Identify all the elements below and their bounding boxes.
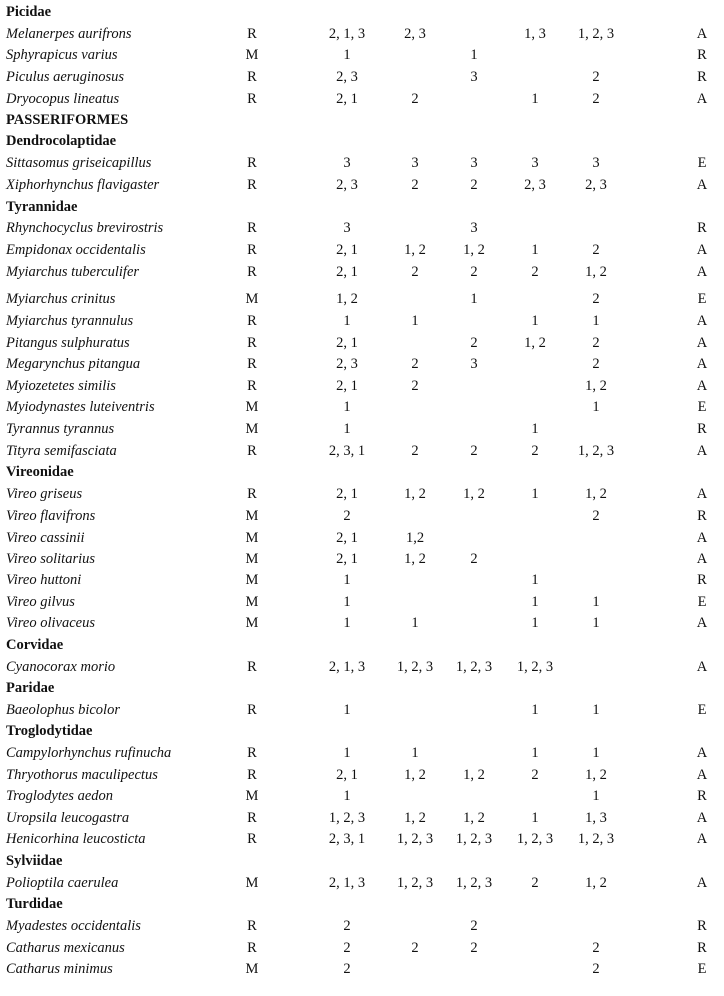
table-row	[0, 354, 724, 375]
status-cell: R	[247, 177, 257, 193]
col-4-cell: 1	[531, 486, 539, 502]
col-1-cell: 2, 3	[336, 177, 358, 193]
col-3-cell: 1, 2, 3	[455, 831, 493, 847]
family-heading-row	[0, 2, 724, 23]
table-row	[0, 959, 724, 980]
table-row	[0, 333, 724, 354]
species-name: Troglodytes aedon	[6, 788, 114, 804]
status-cell: R	[247, 918, 257, 934]
species-name: Vireo griseus	[6, 486, 83, 502]
abundance-cell: A	[696, 875, 708, 891]
family-name: PASSERIFORMES	[6, 112, 129, 128]
family-name: Troglodytidae	[6, 723, 93, 739]
abundance-cell: A	[696, 551, 708, 567]
col-5-cell: 1	[592, 594, 600, 610]
col-1-cell: 3	[343, 220, 351, 236]
status-cell: M	[245, 572, 259, 588]
status-cell: M	[245, 615, 259, 631]
col-4-cell: 1	[531, 594, 539, 610]
abundance-cell: R	[697, 220, 707, 236]
col-4-cell: 1	[531, 313, 539, 329]
col-1-cell: 2, 1	[336, 378, 358, 394]
col-5-cell: 2	[592, 508, 600, 524]
col-2-cell: 1, 2, 3	[396, 659, 434, 675]
status-cell: R	[247, 810, 257, 826]
table-row	[0, 289, 724, 310]
abundance-cell: E	[697, 702, 707, 718]
col-1-cell: 1	[343, 745, 351, 761]
col-5-cell: 2, 3	[585, 177, 607, 193]
col-1-cell: 1	[343, 399, 351, 415]
status-cell: R	[247, 659, 257, 675]
status-cell: M	[245, 594, 259, 610]
table-row	[0, 786, 724, 807]
family-name: Vireonidae	[6, 464, 74, 480]
abundance-cell: A	[696, 313, 708, 329]
col-3-cell: 1, 2	[463, 767, 485, 783]
species-name: Xiphorhynchus flavigaster	[6, 177, 160, 193]
species-name: Megarynchus pitangua	[6, 356, 141, 372]
col-4-cell: 2	[531, 767, 539, 783]
species-name: Pitangus sulphuratus	[6, 335, 130, 351]
col-3-cell: 2	[470, 177, 478, 193]
col-2-cell: 1, 2, 3	[396, 831, 434, 847]
col-5-cell: 1, 2, 3	[577, 26, 615, 42]
col-1-cell: 2, 1	[336, 91, 358, 107]
col-4-cell: 2, 3	[524, 177, 546, 193]
status-cell: R	[247, 767, 257, 783]
abundance-cell: E	[697, 291, 707, 307]
col-5-cell: 1, 2, 3	[577, 831, 615, 847]
table-row	[0, 765, 724, 786]
col-2-cell: 1	[411, 313, 419, 329]
col-3-cell: 2	[470, 335, 478, 351]
abundance-cell: E	[697, 155, 707, 171]
family-heading-row	[0, 635, 724, 656]
abundance-cell: A	[696, 264, 708, 280]
species-name: Myiarchus tuberculifer	[6, 264, 140, 280]
col-3-cell: 3	[470, 155, 478, 171]
col-1-cell: 2	[343, 508, 351, 524]
col-1-cell: 2	[343, 940, 351, 956]
status-cell: R	[247, 356, 257, 372]
species-name: Myiarchus tyrannulus	[6, 313, 134, 329]
col-4-cell: 1, 2, 3	[516, 831, 554, 847]
species-name: Myadestes occidentalis	[6, 918, 141, 934]
species-name: Sphyrapicus varius	[6, 47, 118, 63]
col-5-cell: 1, 2	[585, 767, 607, 783]
col-4-cell: 3	[531, 155, 539, 171]
col-5-cell: 1, 2	[585, 486, 607, 502]
col-2-cell: 1, 2	[404, 242, 426, 258]
species-name: Rhynchocyclus brevirostris	[6, 220, 164, 236]
species-name: Myiozetetes similis	[6, 378, 116, 394]
table-row	[0, 570, 724, 591]
abundance-cell: A	[696, 378, 708, 394]
family-heading-row	[0, 721, 724, 742]
species-name: Catharus minimus	[6, 961, 113, 977]
table-row	[0, 67, 724, 88]
col-5-cell: 1	[592, 745, 600, 761]
status-cell: R	[247, 91, 257, 107]
family-heading-row	[0, 197, 724, 218]
table-row	[0, 89, 724, 110]
col-5-cell: 1, 3	[585, 810, 607, 826]
col-1-cell: 1	[343, 47, 351, 63]
col-2-cell: 2	[411, 264, 419, 280]
col-2-cell: 2	[411, 378, 419, 394]
species-name: Campylorhynchus rufinucha	[6, 745, 172, 761]
status-cell: R	[247, 378, 257, 394]
abundance-cell: R	[697, 918, 707, 934]
col-4-cell: 1	[531, 745, 539, 761]
family-heading-row	[0, 894, 724, 915]
table-row	[0, 829, 724, 850]
family-heading-row	[0, 851, 724, 872]
table-row	[0, 24, 724, 45]
col-4-cell: 1, 2	[524, 335, 546, 351]
status-cell: R	[247, 940, 257, 956]
col-1-cell: 1	[343, 615, 351, 631]
table-row	[0, 528, 724, 549]
col-5-cell: 1, 2, 3	[577, 443, 615, 459]
col-1-cell: 1	[343, 572, 351, 588]
status-cell: R	[247, 313, 257, 329]
col-1-cell: 2, 1, 3	[328, 26, 366, 42]
abundance-cell: A	[696, 615, 708, 631]
col-2-cell: 2	[411, 91, 419, 107]
species-name: Vireo flavifrons	[6, 508, 96, 524]
abundance-cell: R	[697, 69, 707, 85]
col-5-cell: 1	[592, 615, 600, 631]
col-1-cell: 2, 1, 3	[328, 875, 366, 891]
col-1-cell: 1	[343, 788, 351, 804]
col-2-cell: 1,2	[405, 530, 425, 546]
family-name: Tyrannidae	[6, 199, 78, 215]
col-5-cell: 1, 2	[585, 264, 607, 280]
table-row	[0, 45, 724, 66]
col-2-cell: 1, 2	[404, 767, 426, 783]
col-3-cell: 1, 2	[463, 810, 485, 826]
col-5-cell: 2	[592, 91, 600, 107]
table-row	[0, 700, 724, 721]
table-row	[0, 592, 724, 613]
species-name: Sittasomus griseicapillus	[6, 155, 152, 171]
col-1-cell: 2, 1	[336, 551, 358, 567]
col-2-cell: 1	[411, 745, 419, 761]
species-name: Uropsila leucogastra	[6, 810, 130, 826]
status-cell: R	[247, 831, 257, 847]
abundance-cell: A	[696, 356, 708, 372]
abundance-cell: A	[696, 831, 708, 847]
col-2-cell: 3	[411, 155, 419, 171]
col-4-cell: 1	[531, 91, 539, 107]
col-4-cell: 1	[531, 615, 539, 631]
family-heading-row	[0, 462, 724, 483]
status-cell: R	[247, 745, 257, 761]
status-cell: M	[245, 875, 259, 891]
col-3-cell: 2	[470, 551, 478, 567]
species-name: Myiodynastes luteiventris	[6, 399, 155, 415]
col-1-cell: 2	[343, 961, 351, 977]
species-name: Baeolophus bicolor	[6, 702, 120, 718]
col-5-cell: 2	[592, 940, 600, 956]
col-2-cell: 1	[411, 615, 419, 631]
abundance-cell: R	[697, 508, 707, 524]
col-4-cell: 1	[531, 421, 539, 437]
family-heading-row	[0, 110, 724, 131]
col-3-cell: 1	[470, 291, 478, 307]
col-3-cell: 1, 2, 3	[455, 659, 493, 675]
col-4-cell: 1	[531, 242, 539, 258]
col-4-cell: 2	[531, 875, 539, 891]
family-heading-row	[0, 678, 724, 699]
status-cell: M	[245, 421, 259, 437]
abundance-cell: A	[696, 486, 708, 502]
col-5-cell: 1	[592, 788, 600, 804]
col-4-cell: 2	[531, 264, 539, 280]
abundance-cell: A	[696, 810, 708, 826]
abundance-cell: E	[697, 399, 707, 415]
col-1-cell: 1	[343, 702, 351, 718]
species-name: Vireo solitarius	[6, 551, 96, 567]
col-4-cell: 1	[531, 572, 539, 588]
col-5-cell: 1	[592, 313, 600, 329]
col-1-cell: 2, 1	[336, 486, 358, 502]
col-1-cell: 2, 3	[336, 69, 358, 85]
status-cell: M	[245, 508, 259, 524]
col-1-cell: 2	[343, 918, 351, 934]
table-row	[0, 376, 724, 397]
table-row	[0, 240, 724, 261]
status-cell: R	[247, 242, 257, 258]
status-cell: M	[245, 961, 259, 977]
family-name: Paridae	[6, 680, 55, 696]
col-1-cell: 1, 2, 3	[328, 810, 366, 826]
col-3-cell: 1, 2, 3	[455, 875, 493, 891]
table-row	[0, 218, 724, 239]
status-cell: M	[245, 291, 259, 307]
col-4-cell: 1	[531, 702, 539, 718]
col-1-cell: 1	[343, 594, 351, 610]
status-cell: R	[247, 264, 257, 280]
table-row	[0, 938, 724, 959]
family-name: Dendrocolaptidae	[6, 133, 117, 149]
status-cell: M	[245, 530, 259, 546]
table-row	[0, 419, 724, 440]
abundance-cell: A	[696, 91, 708, 107]
species-name: Tityra semifasciata	[6, 443, 117, 459]
col-1-cell: 2, 1	[336, 530, 358, 546]
abundance-cell: R	[697, 421, 707, 437]
status-cell: R	[247, 220, 257, 236]
col-5-cell: 1, 2	[585, 378, 607, 394]
abundance-cell: A	[696, 26, 708, 42]
table-row	[0, 549, 724, 570]
col-2-cell: 2	[411, 940, 419, 956]
table-row	[0, 153, 724, 174]
abundance-cell: R	[697, 788, 707, 804]
col-3-cell: 2	[470, 264, 478, 280]
species-name: Cyanocorax morio	[6, 659, 116, 675]
species-name: Vireo cassinii	[6, 530, 85, 546]
status-cell: R	[247, 26, 257, 42]
table-row	[0, 506, 724, 527]
col-2-cell: 2	[411, 356, 419, 372]
col-2-cell: 1, 2, 3	[396, 875, 434, 891]
col-1-cell: 1	[343, 313, 351, 329]
species-name: Empidonax occidentalis	[6, 242, 146, 258]
status-cell: R	[247, 443, 257, 459]
species-name: Piculus aeruginosus	[6, 69, 125, 85]
family-name: Turdidae	[6, 896, 63, 912]
col-3-cell: 1	[470, 47, 478, 63]
species-name: Vireo huttoni	[6, 572, 82, 588]
table-row	[0, 262, 724, 283]
col-3-cell: 2	[470, 940, 478, 956]
col-1-cell: 2, 1	[336, 767, 358, 783]
status-cell: R	[247, 335, 257, 351]
abundance-cell: E	[697, 594, 707, 610]
species-name: Catharus mexicanus	[6, 940, 125, 956]
col-5-cell: 1, 2	[585, 875, 607, 891]
table-row	[0, 657, 724, 678]
col-4-cell: 1, 3	[524, 26, 546, 42]
status-cell: R	[247, 69, 257, 85]
abundance-cell: A	[696, 443, 708, 459]
col-2-cell: 2	[411, 177, 419, 193]
abundance-cell: R	[697, 47, 707, 63]
col-4-cell: 1	[531, 810, 539, 826]
col-2-cell: 2	[411, 443, 419, 459]
status-cell: M	[245, 551, 259, 567]
abundance-cell: A	[696, 335, 708, 351]
table-row	[0, 441, 724, 462]
col-1-cell: 1, 2	[336, 291, 358, 307]
col-1-cell: 2, 3, 1	[328, 443, 366, 459]
col-1-cell: 2, 1	[336, 335, 358, 351]
col-5-cell: 1	[592, 399, 600, 415]
status-cell: R	[247, 486, 257, 502]
species-name: Vireo olivaceus	[6, 615, 95, 631]
abundance-cell: R	[697, 572, 707, 588]
col-5-cell: 2	[592, 242, 600, 258]
status-cell: R	[247, 702, 257, 718]
species-name: Myiarchus crinitus	[6, 291, 116, 307]
col-1-cell: 2, 1, 3	[328, 659, 366, 675]
col-2-cell: 1, 2	[404, 486, 426, 502]
abundance-cell: A	[696, 242, 708, 258]
status-cell: M	[245, 47, 259, 63]
table-row	[0, 743, 724, 764]
species-name: Thryothorus maculipectus	[6, 767, 158, 783]
col-3-cell: 2	[470, 443, 478, 459]
col-3-cell: 3	[470, 220, 478, 236]
col-5-cell: 2	[592, 961, 600, 977]
col-1-cell: 2, 1	[336, 264, 358, 280]
status-cell: M	[245, 788, 259, 804]
col-2-cell: 2, 3	[404, 26, 426, 42]
col-4-cell: 1, 2, 3	[516, 659, 554, 675]
col-5-cell: 2	[592, 335, 600, 351]
table-row	[0, 808, 724, 829]
col-3-cell: 3	[470, 356, 478, 372]
col-4-cell: 2	[531, 443, 539, 459]
col-1-cell: 1	[343, 421, 351, 437]
abundance-cell: R	[697, 940, 707, 956]
col-2-cell: 1, 2	[404, 551, 426, 567]
col-2-cell: 1, 2	[404, 810, 426, 826]
species-name: Melanerpes aurifrons	[6, 26, 132, 42]
table-row	[0, 873, 724, 894]
species-name: Henicorhina leucosticta	[6, 831, 146, 847]
status-cell: M	[245, 399, 259, 415]
status-cell: R	[247, 155, 257, 171]
col-1-cell: 2, 1	[336, 242, 358, 258]
family-heading-row	[0, 131, 724, 152]
col-3-cell: 3	[470, 69, 478, 85]
col-3-cell: 1, 2	[463, 242, 485, 258]
family-name: Corvidae	[6, 637, 64, 653]
table-row	[0, 175, 724, 196]
species-name: Tyrannus tyrannus	[6, 421, 115, 437]
species-name: Polioptila caerulea	[6, 875, 119, 891]
abundance-cell: A	[696, 530, 708, 546]
abundance-cell: A	[696, 659, 708, 675]
col-3-cell: 1, 2	[463, 486, 485, 502]
table-row	[0, 311, 724, 332]
species-name: Dryocopus lineatus	[6, 91, 120, 107]
col-1-cell: 2, 3	[336, 356, 358, 372]
col-5-cell: 1	[592, 702, 600, 718]
table-row	[0, 613, 724, 634]
col-3-cell: 2	[470, 918, 478, 934]
table-row	[0, 397, 724, 418]
col-5-cell: 2	[592, 356, 600, 372]
species-name: Vireo gilvus	[6, 594, 75, 610]
col-1-cell: 3	[343, 155, 351, 171]
col-1-cell: 2, 3, 1	[328, 831, 366, 847]
family-name: Picidae	[6, 4, 52, 20]
abundance-cell: A	[696, 177, 708, 193]
col-5-cell: 2	[592, 291, 600, 307]
abundance-cell: A	[696, 745, 708, 761]
abundance-cell: E	[697, 961, 707, 977]
col-5-cell: 2	[592, 69, 600, 85]
table-row	[0, 916, 724, 937]
family-name: Sylviidae	[6, 853, 63, 869]
col-5-cell: 3	[592, 155, 600, 171]
abundance-cell: A	[696, 767, 708, 783]
table-row	[0, 484, 724, 505]
